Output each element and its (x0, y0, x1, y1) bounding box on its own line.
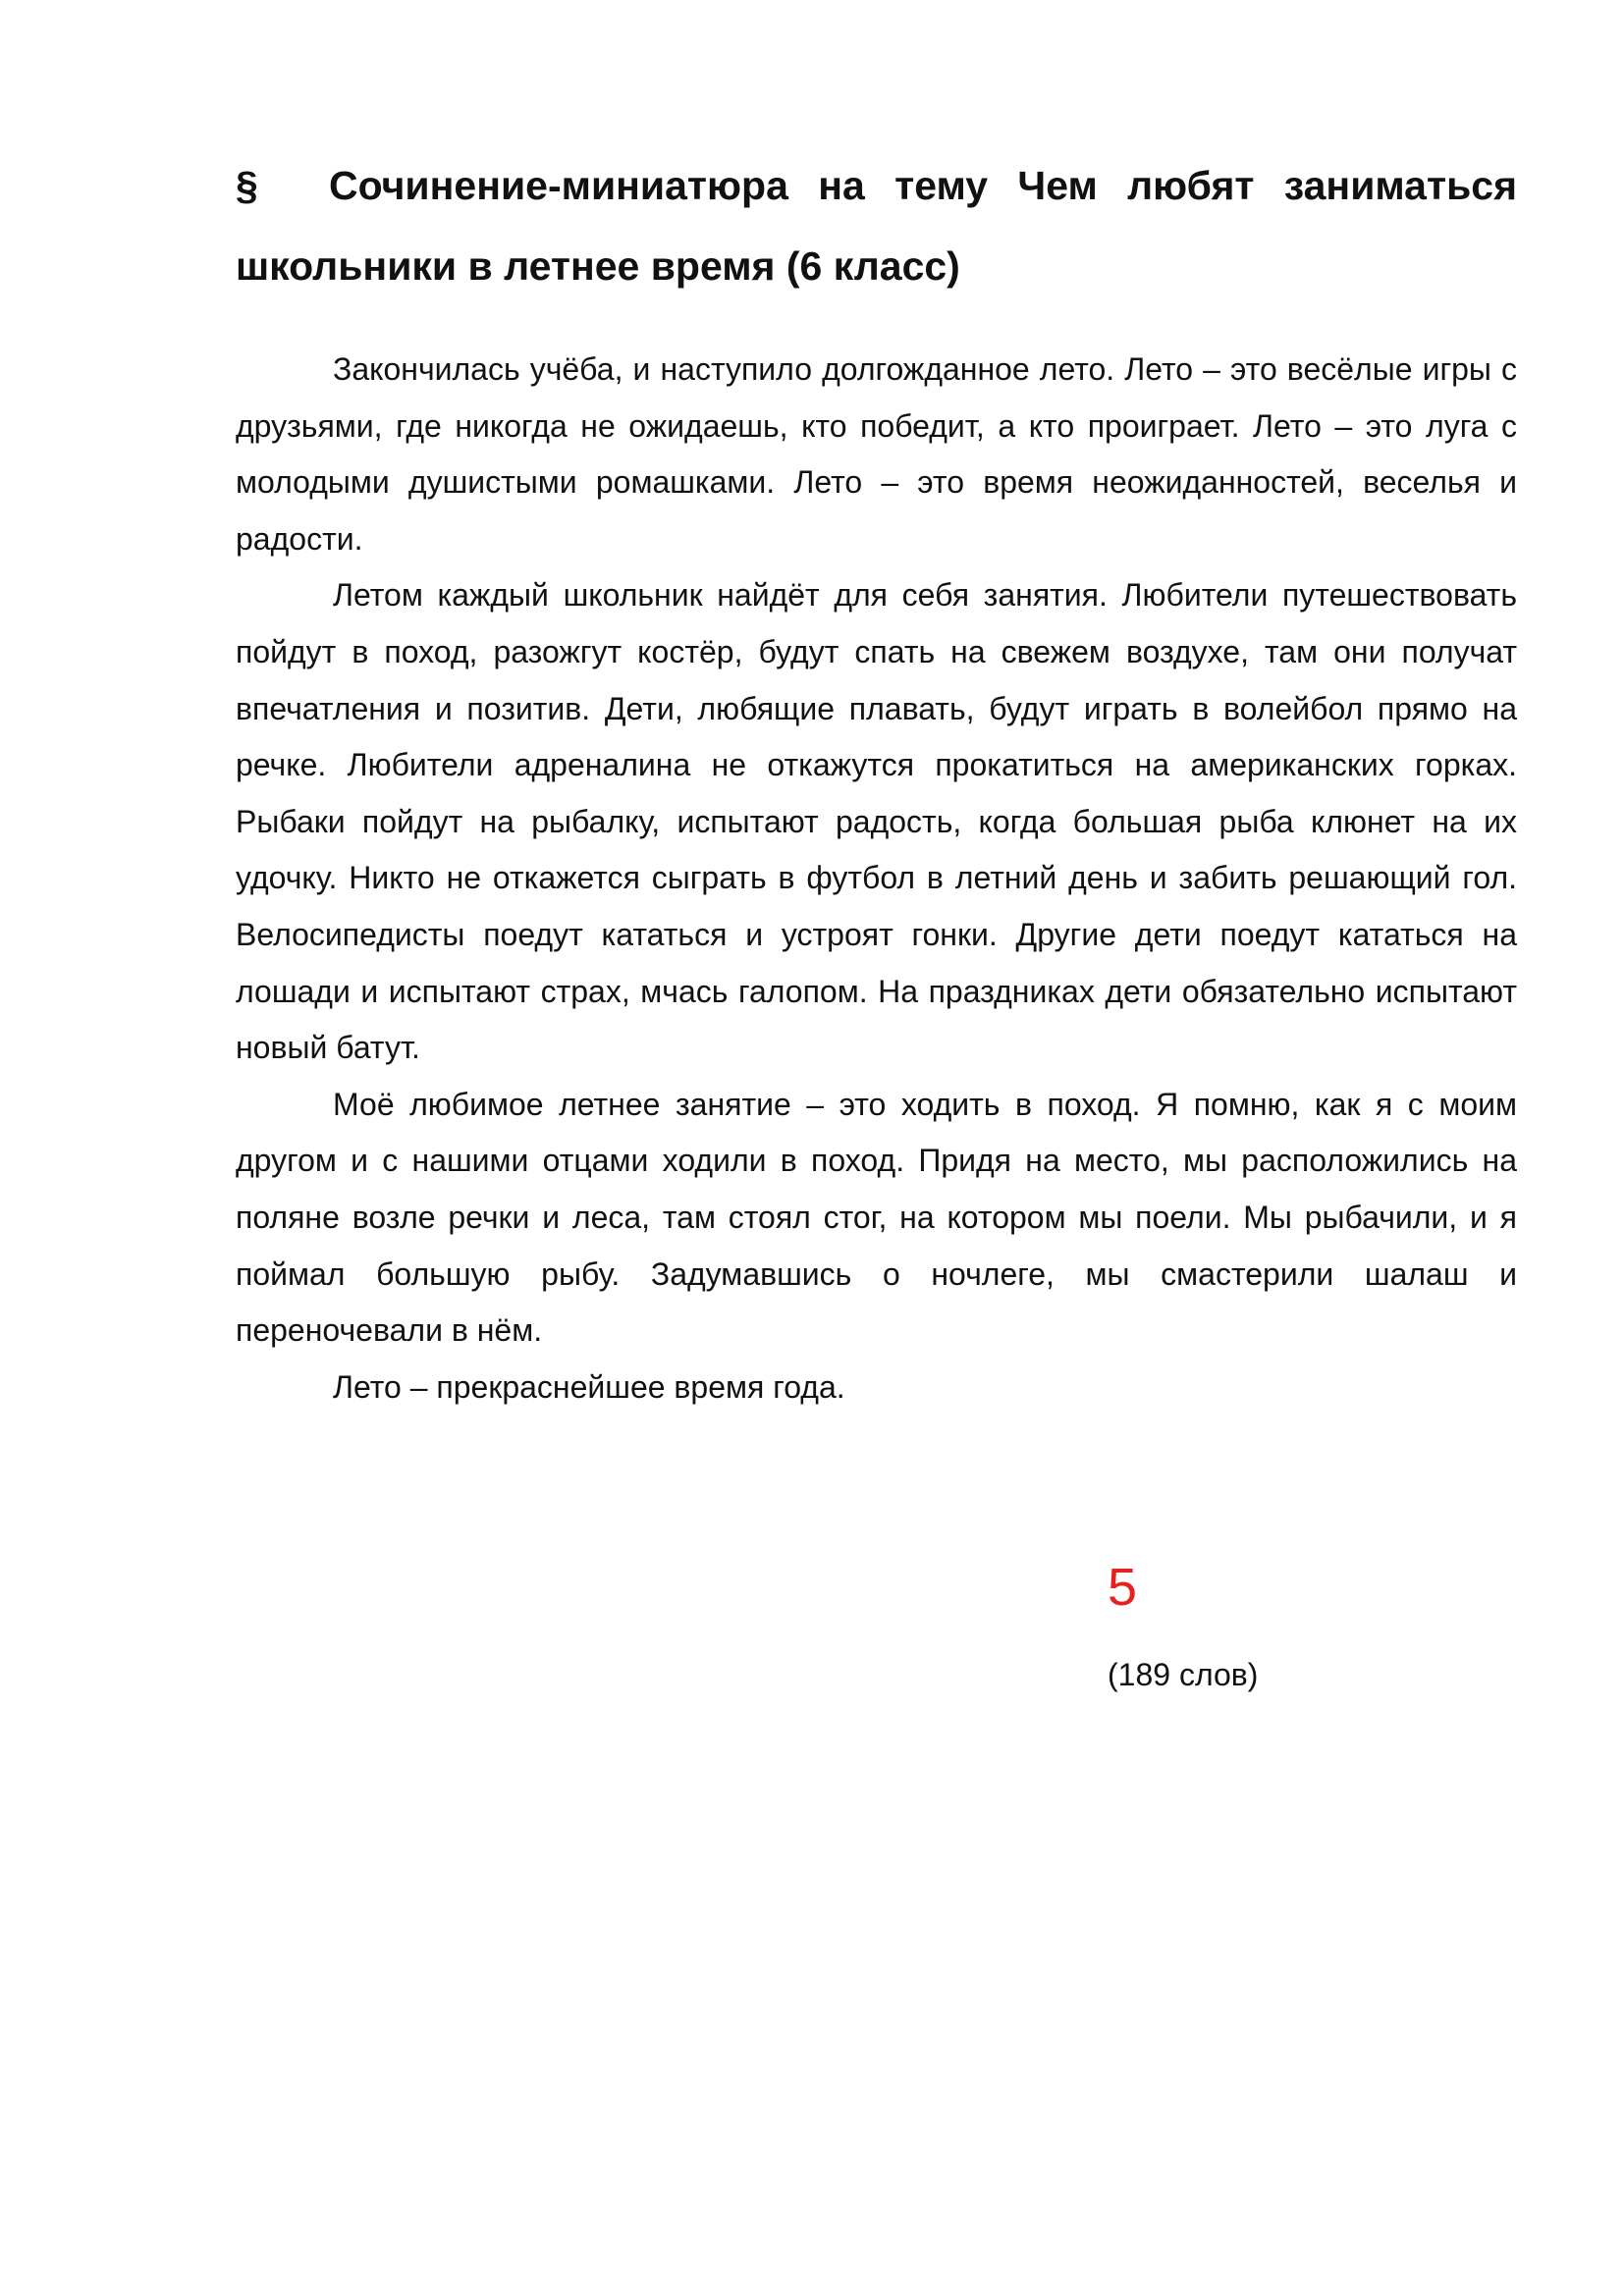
word-count: (189 слов) (1108, 1657, 1259, 1692)
essay-body (236, 342, 1517, 1415)
title-text: Сочинение-миниатюра на тему Чем любят заниматься школьники в летнее время (6 класс) (236, 163, 1517, 289)
document-content (236, 145, 1517, 1415)
paragraph-1: Закончилась учёба, и наступило долгожданное лето. Лето – это весёлые игры с друзьями, где никогда не ожидаешь, кто победит, а кто проиграет. Лето – это луга с молодыми душистыми ромашками. Лето – это время неожиданностей, веселья и радости. (236, 351, 1517, 557)
paragraph-2: Летом каждый школьник найдёт для себя занятия. Любители путешествовать пойдут в поход, разожгут костёр, будут спать на свежем воздухе, там они получат впечатления и позитив. Дети, любящие плавать, будут играть в волейбол прямо на речке. Любители адреналина не откажутся прокатиться на американских горках. Рыбаки пойдут на рыбалку, испытают радость, когда большая рыба клюнет на их удочку. Никто не откажется сыграть в футбол в летний день и забить решающий гол. Велосипедисты поедут кататься и устроят гонки. Другие дети поедут кататься на лошади и испытают страх, мчась галопом. На праздниках дети обязательно испытают новый батут. (236, 577, 1517, 1066)
paragraph-3: Моё любимое летнее занятие – это ходить в поход. Я помню, как я с моим другом и с нашими отцами ходили в поход. Придя на место, мы расположились на поляне возле речки и леса, там стоял стог, на котором мы поели. Мы рыбачили, и я поймал большую рыбу. Задумавшись о ночлеге, мы смастерили шалаш и переночевали в нём. (236, 1086, 1517, 1349)
grade-mark: 5 (1108, 1558, 1138, 1617)
paragraph-4: Лето – прекраснейшее время года. (333, 1368, 845, 1405)
document-title (236, 145, 1517, 306)
section-mark: § (236, 163, 258, 208)
